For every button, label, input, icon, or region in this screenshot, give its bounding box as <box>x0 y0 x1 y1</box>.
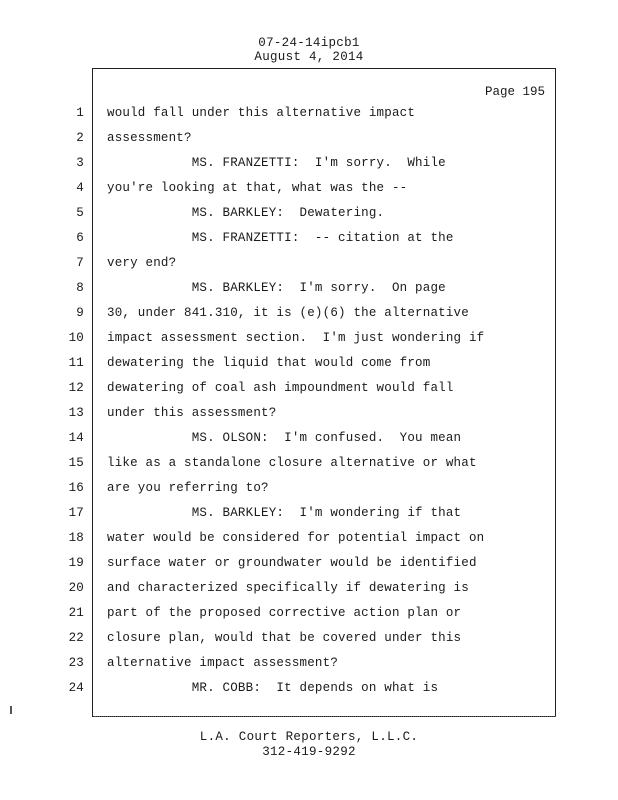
transcript-line <box>0 431 618 456</box>
line-text: MS. BARKLEY: Dewatering. <box>107 206 385 220</box>
transcript-line <box>0 406 618 431</box>
line-number: 15 <box>68 456 84 470</box>
transcript-line <box>0 206 618 231</box>
line-text: water would be considered for potential impact on <box>107 531 485 545</box>
line-number: 6 <box>76 231 84 245</box>
line-text: dewatering the liquid that would come from <box>107 356 431 370</box>
line-number: 13 <box>68 406 84 420</box>
transcript-line <box>0 381 618 406</box>
transcript-line <box>0 581 618 606</box>
line-text: very end? <box>107 256 177 270</box>
line-number: 21 <box>68 606 84 620</box>
transcript-line <box>0 306 618 331</box>
transcript-line <box>0 531 618 556</box>
line-text: 30, under 841.310, it is (e)(6) the alternative <box>107 306 469 320</box>
line-number: 18 <box>68 531 84 545</box>
page-number-label: Page 195 <box>484 85 545 99</box>
transcript-line <box>0 631 618 656</box>
transcript-line <box>0 456 618 481</box>
transcript-line <box>0 231 618 256</box>
line-number: 14 <box>68 431 84 445</box>
scan-mark <box>10 706 12 714</box>
line-number: 16 <box>68 481 84 495</box>
line-number: 5 <box>76 206 84 220</box>
line-text: like as a standalone closure alternative or what <box>107 456 477 470</box>
line-number: 20 <box>68 581 84 595</box>
line-text: alternative impact assessment? <box>107 656 339 670</box>
line-text: and characterized specifically if dewatering is <box>107 581 469 595</box>
transcript-line <box>0 256 618 281</box>
line-number: 12 <box>68 381 84 395</box>
line-number: 3 <box>76 156 84 170</box>
transcript-line <box>0 281 618 306</box>
transcript-line <box>0 606 618 631</box>
line-text: MR. COBB: It depends on what is <box>107 681 439 695</box>
line-text: dewatering of coal ash impoundment would fall <box>107 381 454 395</box>
line-number: 1 <box>76 106 84 120</box>
court-reporter-name: L.A. Court Reporters, L.L.C. <box>199 730 419 744</box>
line-text: are you referring to? <box>107 481 269 495</box>
transcript-line <box>0 681 618 706</box>
line-number: 17 <box>68 506 84 520</box>
line-number: 8 <box>76 281 84 295</box>
transcript-line <box>0 156 618 181</box>
line-text: MS. BARKLEY: I'm sorry. On page <box>107 281 446 295</box>
line-number: 11 <box>68 356 84 370</box>
line-number: 19 <box>68 556 84 570</box>
transcript-line <box>0 331 618 356</box>
transcript-line <box>0 481 618 506</box>
line-number: 23 <box>68 656 84 670</box>
line-number: 10 <box>68 331 84 345</box>
line-text: MS. OLSON: I'm confused. You mean <box>107 431 462 445</box>
line-text: MS. FRANZETTI: I'm sorry. While <box>107 156 446 170</box>
line-text: impact assessment section. I'm just wondering if <box>107 331 485 345</box>
transcript-date: August 4, 2014 <box>254 50 364 64</box>
court-reporter-phone: 312-419-9292 <box>262 745 356 759</box>
frame-bottom-edge <box>94 716 556 721</box>
transcript-line <box>0 656 618 681</box>
line-text: part of the proposed corrective action plan or <box>107 606 462 620</box>
line-text: assessment? <box>107 131 192 145</box>
line-number: 2 <box>76 131 84 145</box>
transcript-line <box>0 106 618 131</box>
line-text: under this assessment? <box>107 406 277 420</box>
line-number: 24 <box>68 681 84 695</box>
transcript-line <box>0 556 618 581</box>
transcript-line <box>0 356 618 381</box>
line-text: surface water or groundwater would be identified <box>107 556 477 570</box>
line-number: 4 <box>76 181 84 195</box>
line-text: would fall under this alternative impact <box>107 106 416 120</box>
line-number: 9 <box>76 306 84 320</box>
case-id-header: 07-24-14ipcb1 <box>258 36 360 50</box>
transcript-line <box>0 131 618 156</box>
line-number: 22 <box>68 631 84 645</box>
line-text: MS. BARKLEY: I'm wondering if that <box>107 506 462 520</box>
line-text: closure plan, would that be covered under this <box>107 631 462 645</box>
line-text: MS. FRANZETTI: -- citation at the <box>107 231 454 245</box>
line-text: you're looking at that, what was the -- <box>107 181 408 195</box>
transcript-line <box>0 181 618 206</box>
transcript-line <box>0 506 618 531</box>
line-number: 7 <box>76 256 84 270</box>
